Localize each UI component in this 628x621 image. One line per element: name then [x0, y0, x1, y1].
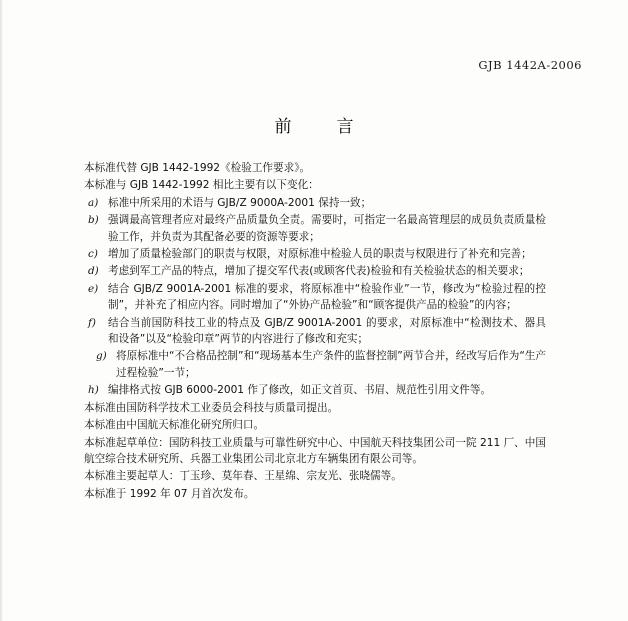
list-item [84, 246, 546, 262]
intro-paragraph: 本标准与 GJB 1442-1992 相比主要有以下变化： [84, 179, 319, 192]
list-item [84, 315, 546, 348]
list-item-text: 强调最高管理者应对最终产品质量负全责。需要时，可指定一名最高管理层的成员负责质量检验工作，并负责为其配备必要的资源等要求； [108, 214, 546, 243]
list-item-text: 编排格式按 GJB 6000-2001 作了修改，如正文首页、书眉、规范性引用文件等。 [108, 384, 492, 397]
list-item [84, 195, 546, 211]
tail-paragraph: 本标准于 1992 年 07 月首次发布。 [84, 487, 255, 500]
page-header-code: GJB 1442A-2006 [478, 58, 582, 72]
list-marker: e) [88, 282, 99, 295]
tail-paragraph: 本标准由中国航天标准化研究所归口。 [84, 419, 265, 432]
list-item [84, 348, 546, 381]
list-item-text: 结合当前国防科技工业的特点及 GJB/Z 9001A-2001 的要求，对原标准中“检测技术、器具和设备”以及“检验印章”两节的内容进行了修改和充实； [108, 316, 546, 346]
tail-paragraph: 本标准主要起草人：丁玉珍、莫年春、王星绵、宗友光、张晓儒等。 [84, 470, 402, 483]
list-marker: a) [88, 196, 99, 209]
list-item [84, 281, 546, 314]
page-title: 前 言 [274, 117, 368, 137]
list-item [84, 263, 546, 279]
list-marker: f) [88, 316, 96, 329]
page-edge-shadow [0, 0, 3, 621]
list-item [84, 212, 546, 245]
tail-paragraph: 本标准由国防科学技术工业委员会科技与质量司提出。 [84, 401, 339, 414]
list-item-text: 将原标准中“不合格品控制”和“现场基本生产条件的监督控制”两节合并，经改写后作为“生产过程检验”一节； [116, 350, 547, 379]
tail-paragraphs [84, 400, 546, 502]
list-item-text: 标准中所采用的术语与 GJB/Z 9000A-2001 保持一致； [108, 196, 372, 209]
list-marker: d) [88, 265, 99, 278]
list-item-text: 结合 GJB/Z 9001A-2001 标准的要求，将原标准中“检验作业”一节，修改为“检验过程的控制”，并补充了相应内容。同时增加了“外协产品检验”和“顾客提供产品的检验”的内容； [108, 282, 546, 312]
tail-paragraph: 本标准起草单位：国防科技工业质量与可靠性研究中心、中国航天科技集团公司一院 211 厂、中国航空综合技术研究所、兵器工业集团公司北京北方车辆集团有限公司等。 [84, 436, 546, 465]
list-marker: b) [88, 214, 99, 227]
list-item-text: 增加了质量检验部门的职责与权限，对原标准中检验人员的职责与权限进行了补充和完善； [108, 248, 532, 261]
document-body [84, 160, 546, 503]
list-marker: g) [96, 350, 107, 363]
changes-list [84, 195, 546, 399]
list-marker: h) [88, 384, 99, 397]
list-item [84, 382, 546, 398]
list-marker: c) [88, 248, 98, 261]
list-item-text: 考虑到军工产品的特点，增加了提交军代表(或顾客代表)检验和有关检验状态的相关要求； [108, 265, 530, 278]
intro-paragraph: 本标准代替 GJB 1442-1992《检验工作要求》。 [84, 162, 311, 174]
